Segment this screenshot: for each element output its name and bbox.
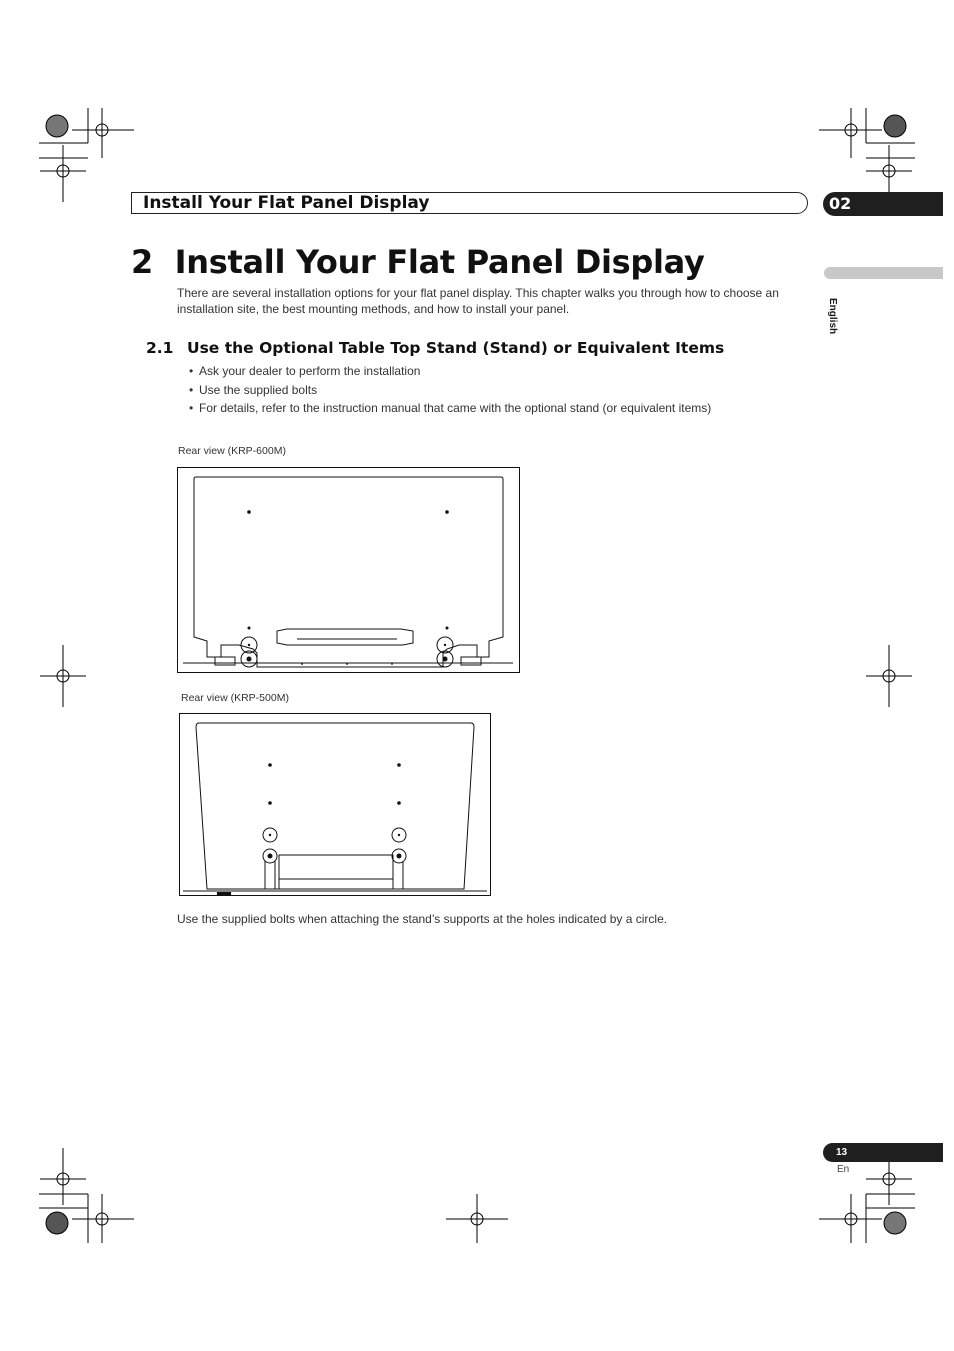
footer-note: Use the supplied bolts when attaching the stand’s supports at the holes indicated by a circle. bbox=[177, 912, 668, 926]
page-language-code: En bbox=[837, 1164, 850, 1175]
chapter-badge: 02 bbox=[823, 192, 943, 216]
header-title: Install Your Flat Panel Display bbox=[143, 193, 430, 213]
language-tab bbox=[824, 267, 943, 279]
rear-view-krp600m-diagram bbox=[177, 467, 521, 674]
page-title: 2 Install Your Flat Panel Display bbox=[131, 243, 705, 281]
rear-view-krp500m-diagram bbox=[179, 713, 492, 897]
section-number: 2.1 bbox=[146, 339, 174, 357]
page-number-badge: 13 bbox=[823, 1143, 943, 1162]
intro-paragraph: There are several installation options for your flat panel display. This chapter walks you through how to choose an installation site, the best mounting methods, and how to install your panel. bbox=[177, 286, 779, 316]
bullet-list bbox=[189, 362, 711, 418]
figure-caption-krp500m: Rear view (KRP-500M) bbox=[181, 692, 289, 704]
language-label: English bbox=[827, 298, 838, 335]
list-item: • Use the supplied bolts bbox=[189, 381, 711, 400]
list-item: • For details, refer to the instruction manual that came with the optional stand (or equivalent items) bbox=[189, 399, 711, 418]
list-item: • Ask your dealer to perform the installation bbox=[189, 362, 711, 381]
section-title: Use the Optional Table Top Stand (Stand) or Equivalent Items bbox=[187, 339, 725, 357]
figure-caption-krp600m: Rear view (KRP-600M) bbox=[178, 445, 286, 457]
section-heading bbox=[146, 338, 724, 358]
